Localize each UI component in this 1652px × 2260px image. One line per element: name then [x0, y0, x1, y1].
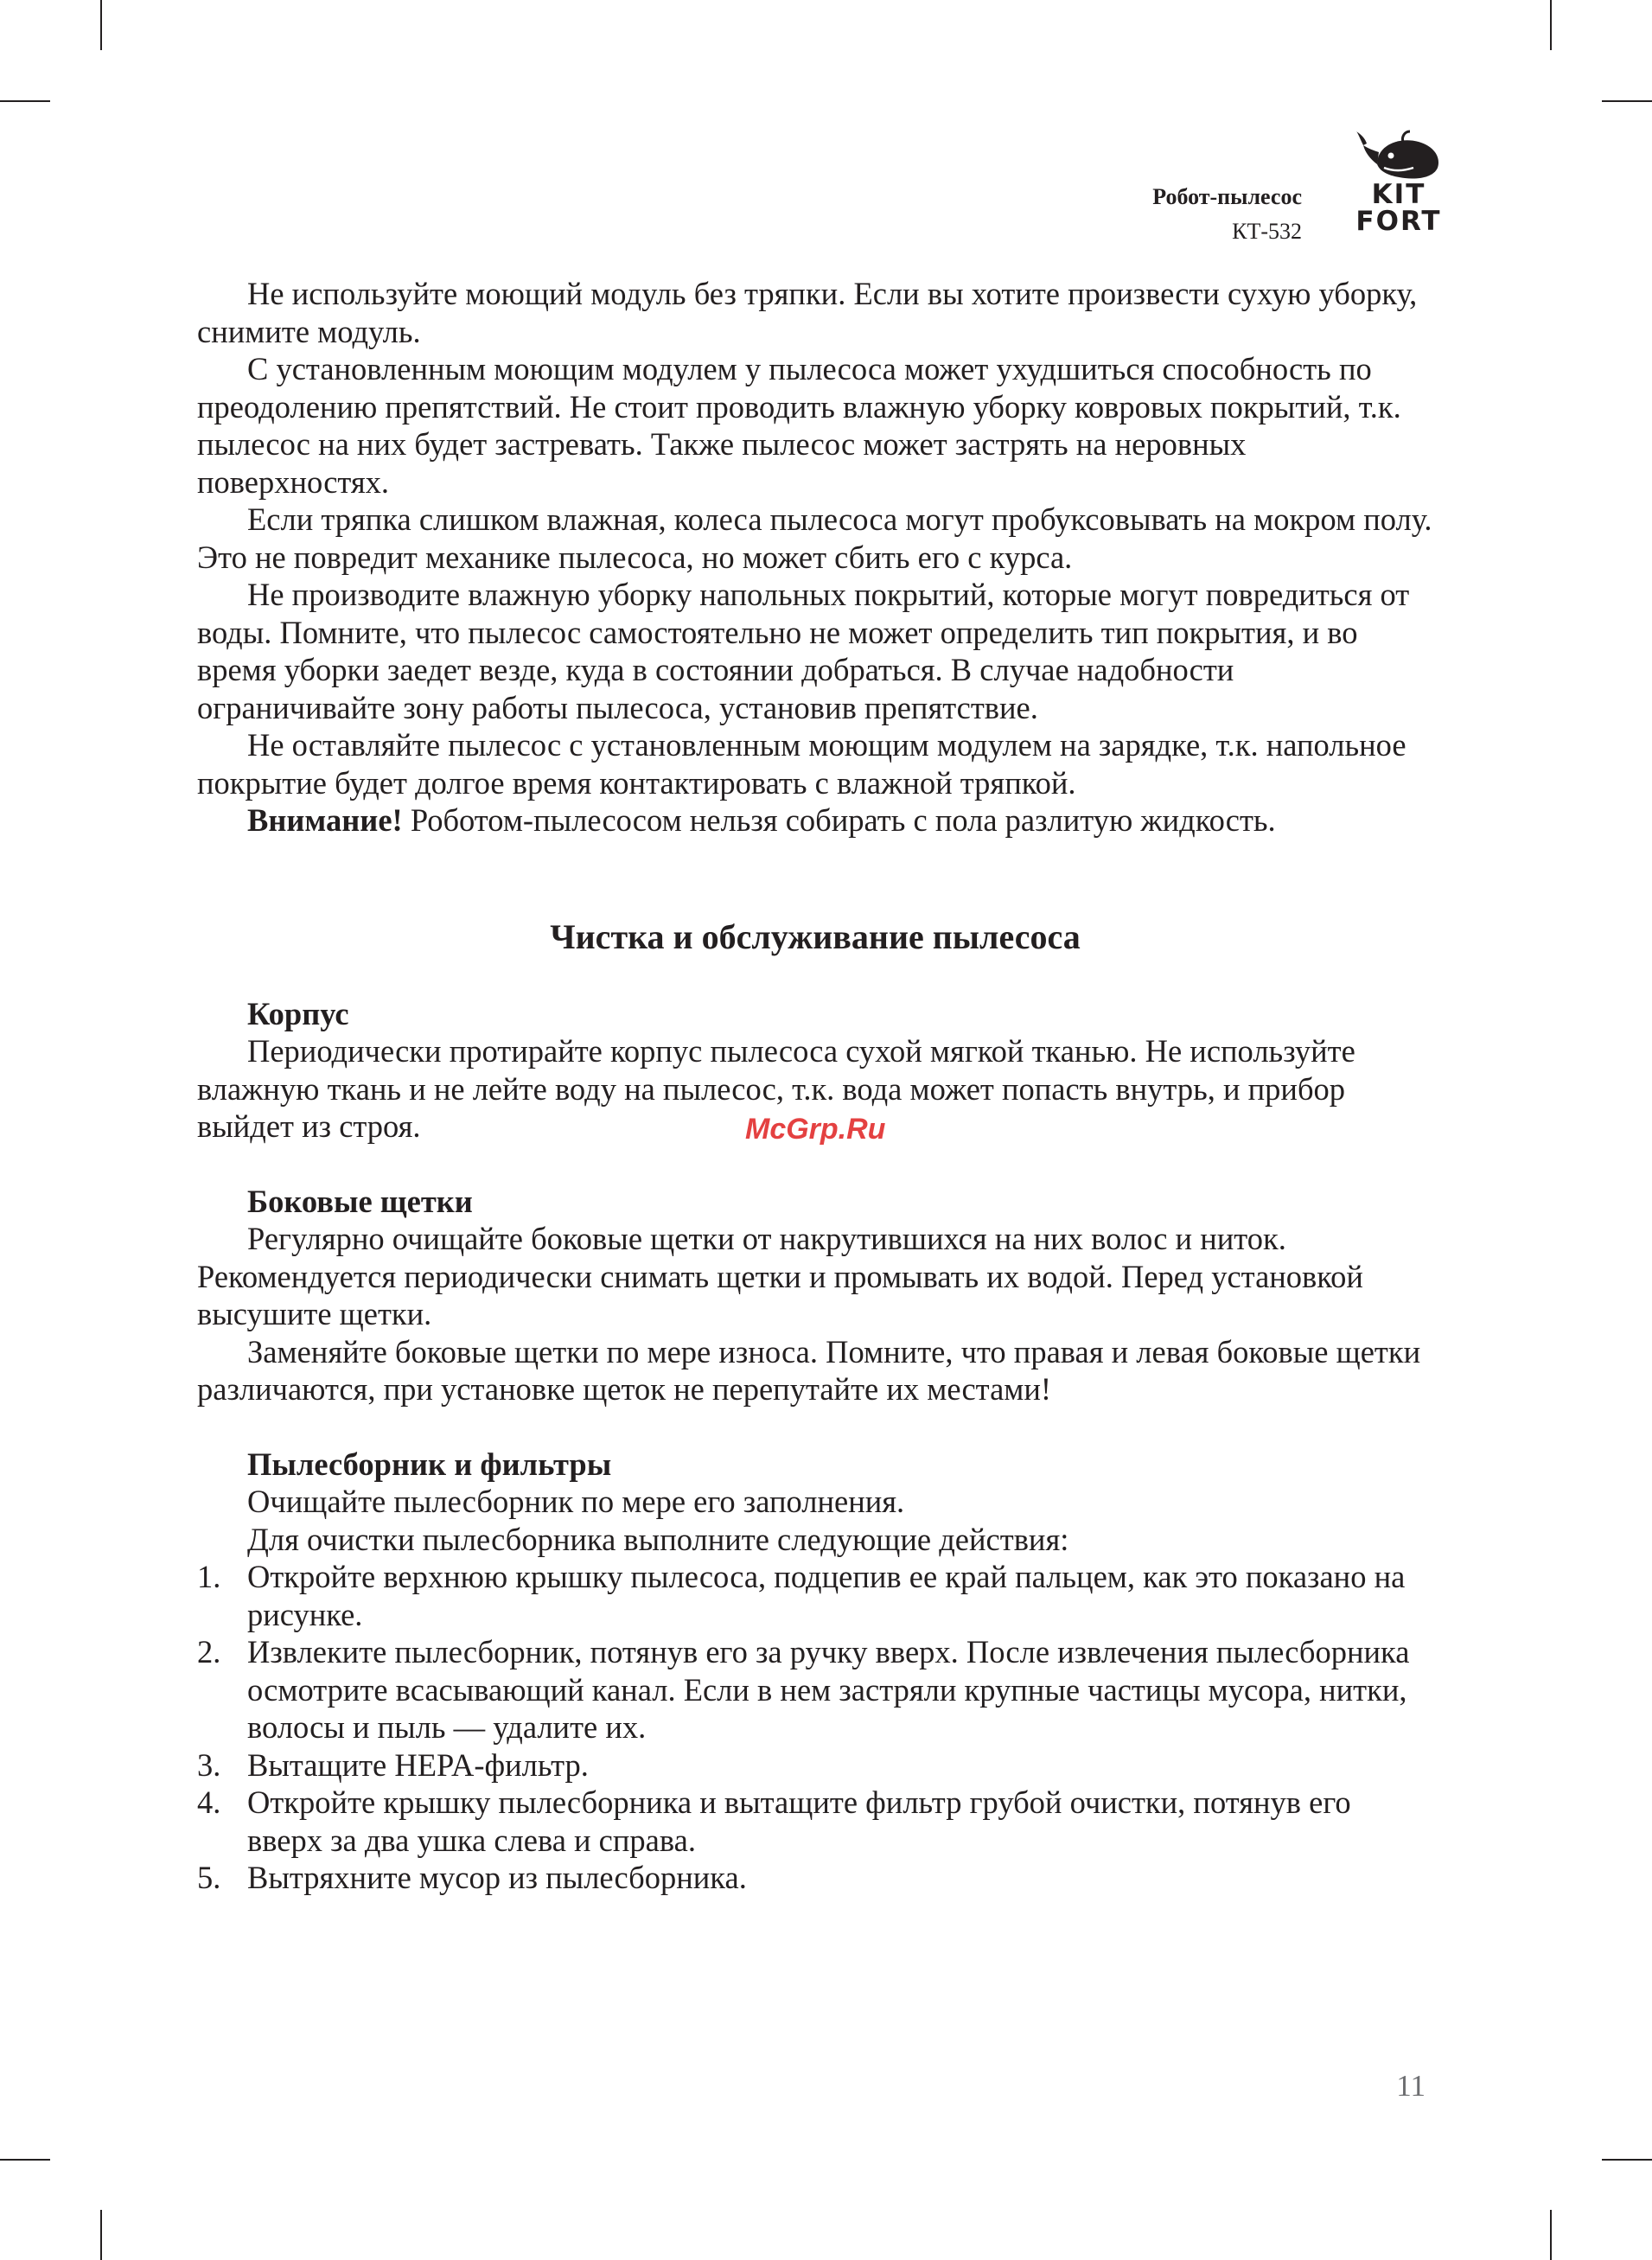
step-number: 5.: [197, 1860, 221, 1895]
logo-word-fort: FORT: [1355, 206, 1442, 237]
crop-mark: [0, 100, 50, 102]
crop-mark: [1550, 0, 1552, 50]
crop-mark: [1602, 2159, 1652, 2161]
subheading-brushes: Боковые щетки: [247, 1183, 473, 1219]
paragraph: Не оставляйте пылесос с установленным моющим модулем на зарядке, т.к. напольное покрытие будет долгое время контактировать с влажной тряпкой.: [197, 727, 1406, 801]
paragraph: Периодически протирайте корпус пылесоса сухой мягкой тканью. Не используйте влажную ткань и не лейте воду на пылесос, т.к. вода может попасть внутрь, и прибор выйдет из строя.: [197, 1033, 1355, 1144]
kitfort-logo: [1351, 130, 1446, 251]
step-number: 4.: [197, 1784, 221, 1820]
crop-mark: [0, 2159, 50, 2161]
list-item: [197, 1746, 1433, 1784]
paragraph: Для очистки пылесборника выполните следующие действия:: [247, 1521, 1069, 1557]
step-text: Откройте крышку пылесборника и вытащите фильтр грубой очистки, потянув его вверх за два ушка слева и справа.: [247, 1784, 1351, 1858]
list-item: [197, 1784, 1433, 1859]
header-title: Робот-пылесос: [1152, 184, 1302, 209]
header-model: КТ-532: [1232, 219, 1302, 244]
step-text: Извлеките пылесборник, потянув его за ручку вверх. После извлечения пылесборника осмотрите всасывающий канал. Если в нем застряли крупные частицы мусора, нитки, волосы и пыль — удалите их.: [247, 1634, 1410, 1745]
paragraph: Регулярно очищайте боковые щетки от накрутившихся на них волос и ниток. Рекомендуется периодически снимать щетки и промывать их водой. Перед установкой высушите щетки.: [197, 1221, 1363, 1331]
paragraph: Заменяйте боковые щетки по мере износа. Помните, что правая и левая боковые щетки различаются, при установке щеток не перепутайте их местами!: [197, 1333, 1421, 1407]
warning-paragraph: [197, 801, 1433, 840]
step-number: 3.: [197, 1746, 221, 1783]
step-text: Вытряхните мусор из пылесборника.: [247, 1860, 747, 1895]
paragraph: Не производите влажную уборку напольных покрытий, которые могут повредиться от воды. Помните, что пылесос самостоятельно не может определить тип покрытия, и во время уборки заедет везде, куда в состоянии добраться. В случае надобности ограничивайте зону работы пылесоса, установив препятствие.: [197, 577, 1410, 725]
list-item: [197, 1633, 1433, 1746]
page-content: [197, 275, 1433, 1897]
paragraph: Если тряпка слишком влажная, колеса пылесоса могут пробуксовывать на мокром полу. Это не повредит механике пылесоса, но может сбить его с курса.: [197, 501, 1432, 575]
watermark: McGrp.Ru: [745, 1113, 886, 1146]
section-title: Чистка и обслуживание пылесоса: [550, 916, 1081, 956]
list-item: [197, 1859, 1433, 1897]
crop-mark: [1602, 100, 1652, 102]
crop-mark: [1550, 2210, 1552, 2260]
crop-mark: [100, 2210, 102, 2260]
whale-icon: [1351, 130, 1446, 182]
step-text: Вытащите HEPA-фильтр.: [247, 1746, 589, 1783]
paragraph: Очищайте пылесборник по мере его заполнения.: [247, 1484, 905, 1519]
page-number: 11: [1396, 2069, 1426, 2103]
list-item: [197, 1558, 1433, 1633]
crop-mark: [100, 0, 102, 50]
subheading-dustbin: Пылесборник и фильтры: [247, 1446, 612, 1482]
step-number: 1.: [197, 1559, 221, 1594]
paragraph: С установленным моющим модулем у пылесоса может ухудшиться способность по преодолению препятствий. Не стоит проводить влажную уборку ковровых покрытий, т.к. пылесос на них будет застревать. Также пылесос может застрять на неровных поверхностях.: [197, 351, 1401, 500]
logo-word-kit: KIT: [1371, 179, 1426, 210]
step-text: Откройте верхнюю крышку пылесоса, подцепив ее край пальцем, как это показано на рисунке.: [247, 1559, 1406, 1632]
paragraph: Не используйте моющий модуль без тряпки. Если вы хотите произвести сухую уборку, снимите модуль.: [197, 276, 1418, 349]
step-number: 2.: [197, 1634, 221, 1669]
steps-list: [197, 1558, 1433, 1897]
page-header: [1152, 180, 1302, 249]
warning-text: Роботом-пылесосом нельзя собирать с пола разлитую жидкость.: [402, 802, 1276, 838]
warning-label: Внимание!: [247, 802, 403, 838]
subheading-body: Корпус: [247, 995, 349, 1031]
